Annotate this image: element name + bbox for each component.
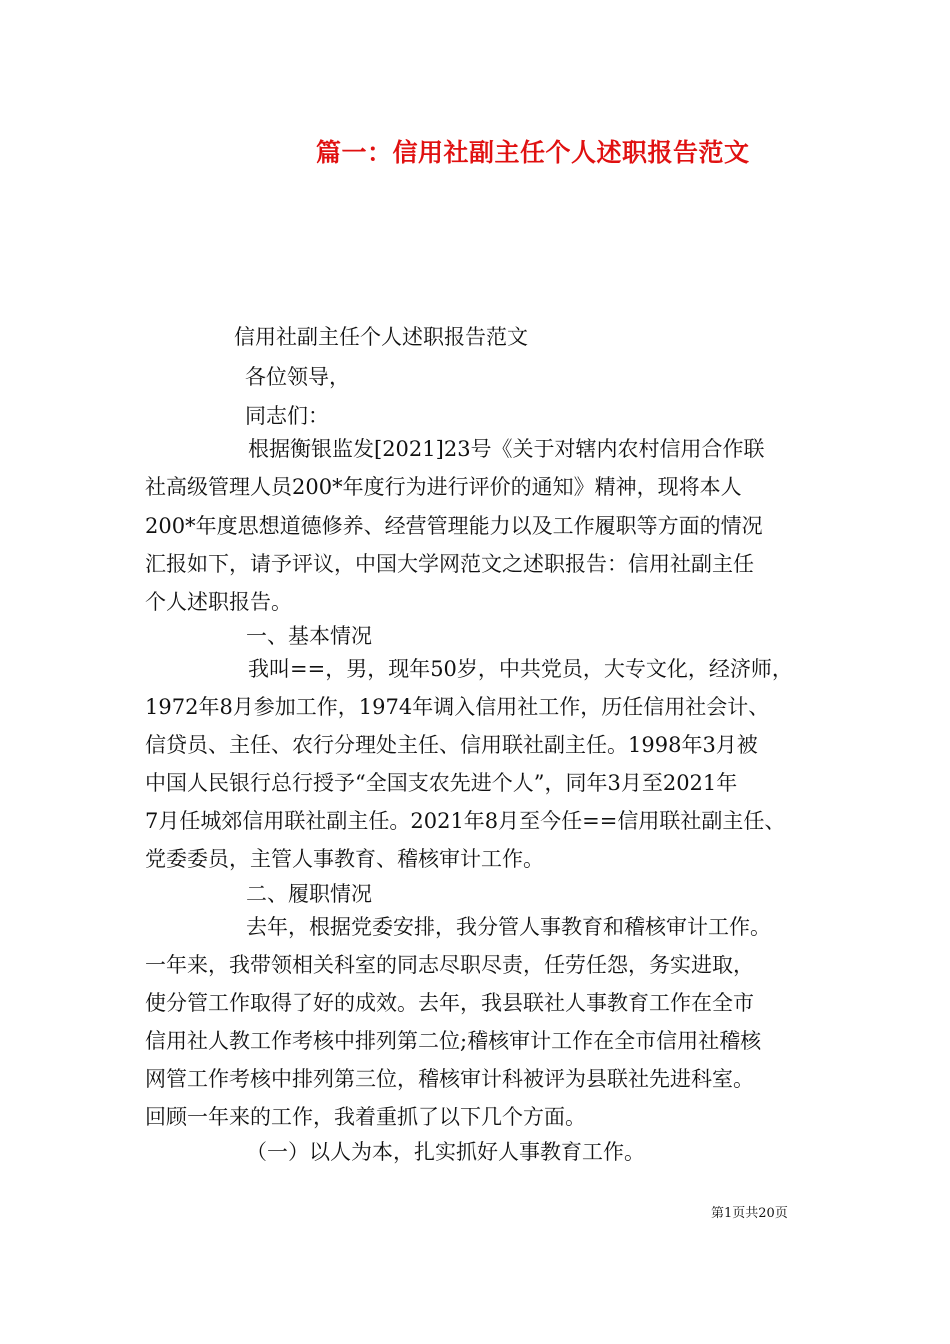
section-heading: 二、履职情况: [246, 882, 372, 906]
body-line: 中国人民银行总行授予“全国支农先进个人”，同年3月至2021年: [145, 771, 738, 795]
body-line: 使分管工作取得了好的成效。去年，我县联社人事教育工作在全市: [145, 991, 754, 1015]
body-line: 汇报如下，请予评议，中国大学网范文之述职报告：信用社副主任: [145, 552, 754, 576]
body-line: 网管工作考核中排列第三位，稽核审计科被评为县联社先进科室。: [145, 1067, 754, 1091]
body-line: 党委委员，主管人事教育、稽核审计工作。: [145, 847, 544, 871]
body-line: 我叫==，男，现年50岁，中共党员，大专文化，经济师，: [248, 657, 793, 681]
page-footer: 第1页共20页: [711, 1206, 788, 1221]
body-line: 信用社人教工作考核中排列第二位;稽核审计工作在全市信用社稽核: [145, 1029, 762, 1053]
body-line: 200*年度思想道德修养、经营管理能力以及工作履职等方面的情况: [145, 514, 763, 538]
body-line: 个人述职报告。: [145, 590, 292, 614]
body-line: 1972年8月参加工作，1974年调入信用社工作，历任信用社会计、: [145, 695, 770, 719]
salutation-line: 同志们：: [245, 404, 329, 428]
salutation-line: 各位领导，: [245, 365, 350, 389]
body-line: 社高级管理人员200*年度行为进行评价的通知》精神，现将本人: [145, 475, 742, 499]
subsection-heading: （一）以人为本，扎实抓好人事教育工作。: [246, 1140, 645, 1164]
body-line: 信贷员、主任、农行分理处主任、信用联社副主任。1998年3月被: [145, 733, 758, 757]
body-line: 一年来，我带领相关科室的同志尽职尽责，任劳任怨，务实进取，: [145, 953, 754, 977]
subtitle-line: 信用社副主任个人述职报告范文: [234, 325, 528, 349]
section-heading: 一、基本情况: [246, 624, 372, 648]
body-line: 去年，根据党委安排，我分管人事教育和稽核审计工作。: [246, 915, 771, 939]
body-line: 根据衡银监发[2021]23号《关于对辖内农村信用合作联: [248, 437, 765, 461]
body-line: 7月任城郊信用联社副主任。2021年8月至今任==信用联社副主任、: [145, 809, 786, 833]
body-line: 回顾一年来的工作，我着重抓了以下几个方面。: [145, 1105, 586, 1129]
document-title: 篇一：信用社副主任个人述职报告范文: [316, 138, 750, 167]
